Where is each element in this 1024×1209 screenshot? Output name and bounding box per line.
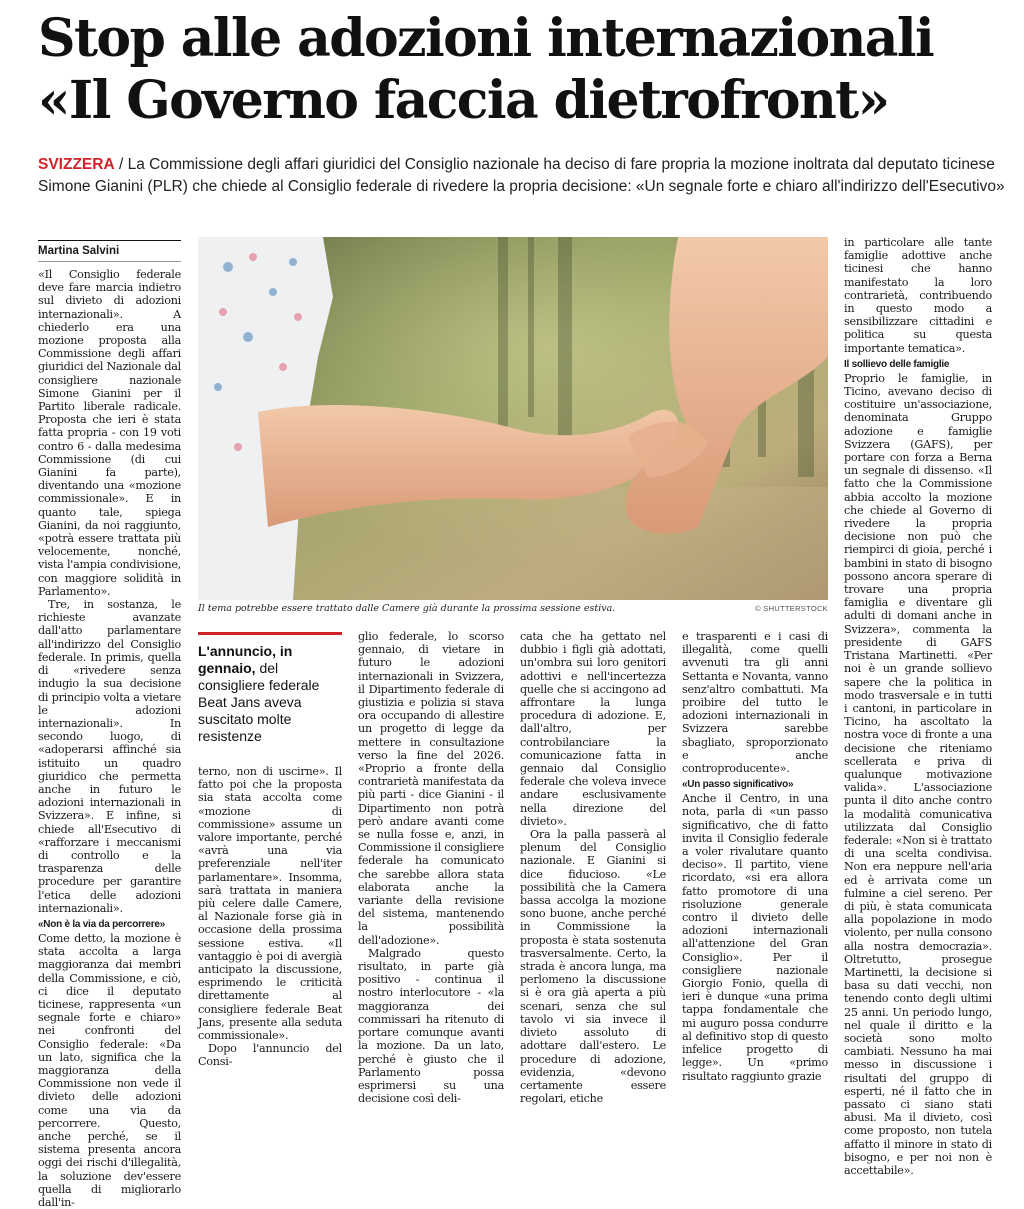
paragraph: Dopo l'annuncio del Consi- bbox=[198, 1042, 342, 1069]
article-column-4 bbox=[520, 630, 666, 1106]
subtitle-text: La Commissione degli affari giuridici del Consiglio nazionale ha deciso di fare propria la mozione inoltrata dal deputato ticinese Simone Gianini (PLR) che chiede al Consiglio federale di rivedere la propria decisione: «Un segnale forte e chiaro all'indirizzo dell'Esecutivo» bbox=[38, 156, 1005, 195]
paragraph: Proprio le famiglie, in Ticino, avevano deciso di costituire un'associazione, denominata Gruppo adozione e famiglie Svizzera (GAFS), per portare con forza a Berna un segnale di dissenso. «Il fatto che la Commissione abbia accolto la mozione che chiede al Governo di rivedere la propria decisione non può che riempirci di gioia, perché i bambini in stato di bisogno possono ancora sperare di trovare una propria famiglia e diventare gli adulti di domani anche in Svizzera», commenta la presidente di GAFS Tristana Martinetti. «Per noi è un grande sollievo sapere che la politica in modo trasversale e in tutti i cantoni, in particolare in Ticino, ha ascoltato la nostra voce di fronte a una decisione che riteniamo scellerata e priva di qualunque motivazione valida». L'associazione punta il dito anche contro la modalità comunicativa utilizzata dal Consiglio federale: «Non si è trattato di una scelta condivisa. Non era neppure nell'aria ed è arrivata come un fulmine a ciel sereno. Per di più, è stata comunicata alla popolazione in modo violento, per nulla consono alla nostra democrazia». Oltretutto, prosegue Martinetti, la decisione si basa su dati vecchi, non tenendo conto degli ultimi 25 anni. Un periodo lungo, nel quale il diritto e la società sono molto cambiati. Nessuno ha mai messo in discussione i risultati del gruppo di esperti, né il fatto che in passato ci siano stati abusi. Ma il divieto, così come proposto, non tutela affatto il minore in stato di bisogno, e per noi non è accettabile». bbox=[844, 371, 992, 1178]
paragraph: terno, non di uscirne». Il fatto poi che la proposta sia stata accolta come «mozione di commissione» assume un valore importante, perché «avrà una via preferenziale nell'iter parlamentare». Insomma, sarà trattata in maniera più celere dalle Camere, al Nazionale forse già in occasione della prossima sessione estiva. «Il vantaggio è poi di avergià anticipato la discussione, esprimendo le criticità direttamente al consigliere federale Beat Jans, presente alla seduta commissionale». bbox=[198, 765, 342, 1043]
section-subheading: «Un passo significativo» bbox=[682, 779, 794, 791]
headline-line-1: Stop alle adozioni internazionali bbox=[38, 8, 934, 69]
article-photo bbox=[198, 237, 828, 600]
author-byline: Martina Salvini bbox=[38, 240, 181, 262]
article-column-6 bbox=[844, 236, 992, 1178]
kicker-separator: / bbox=[114, 156, 128, 173]
photo-caption bbox=[198, 603, 828, 615]
paragraph: glio federale, lo scorso gennaio, di vietare in futuro le adozioni internazionali in Svizzera, il Dipartimento federale di giustizia e polizia si stava ora occupando di allestire un progetto di legge da mettere in consultazione verso la fine del 2026. «Proprio a fronte della contrarietà manifestata da più parti - dice Gianini - il Dipartimento non potrà però andare avanti come se nulla fosse e, anzi, in Commissione il consigliere federale ha comunicato che sarebbe allora stata elaborata anche la variante della revisione del sistema, mantenendo la possibilità dell'adozione». bbox=[358, 630, 504, 947]
section-subheading: «Non è la via da percorrere» bbox=[38, 918, 165, 930]
paragraph: Tre, in sostanza, le richieste avanzate dall'atto parlamentare all'indirizzo del Consiglio federale. In primis, quella di «rivedere senza indugio la sua decisione di principio volta a vietare le adozioni internazionali». In secondo luogo, di «adoperarsi affinché sia istituito un quadro giuridico che permetta anche in futuro le adozioni internazionali in Svizzera». E infine, si chiede all'Esecutivo di «rafforzare i meccanismi di controllo e la trasparenza delle procedure per garantire l'etica delle adozioni internazionali». bbox=[38, 598, 181, 915]
pull-quote-text: del consigliere federale Beat Jans aveva suscitato molte resistenze bbox=[198, 660, 320, 744]
paragraph: Ora la palla passerà al plenum del Consiglio nazionale. E Gianini si dice fiducioso. «Le possibilità che la Camera bassa accolga la mozione sono buone, anche perché in Commissione la proposta è stata sostenuta trasversalmente. Certo, la strada è ancora lunga, ma perlomeno la discussione si è ora già aperta a più scenari, senza che sul tavolo vi sia invece il divieto assoluto di adottare dall'estero. Le procedure di adozione, evidenzia, «devono certamente essere regolari, etiche bbox=[520, 828, 666, 1106]
article-column-2 bbox=[198, 765, 342, 1069]
subtitle bbox=[38, 154, 1008, 198]
headline bbox=[38, 8, 1018, 132]
pull-quote-lead: L'annuncio, in gennaio, bbox=[198, 643, 293, 676]
pull-quote bbox=[198, 632, 342, 745]
paragraph: e trasparenti e i casi di illegalità, come quelli avvenuti tra gli anni Settanta e Novanta, vanno senz'altro combattuti. Ma proibire del tutto le adozioni internazionali in Svizzera sarebbe sbagliato, sproporzionato e anche controproducente». bbox=[682, 630, 828, 776]
paragraph: in particolare alle tante famiglie adottive anche ticinesi che hanno manifestato la loro contrarietà, contribuendo in questo modo a sensibilizzare cittadini e politica su questa importante tematica». bbox=[844, 236, 992, 355]
article-column-5 bbox=[682, 630, 828, 1083]
section-subheading: Il sollievo delle famiglie bbox=[844, 358, 950, 370]
paragraph: Come detto, la mozione è stata accolta a larga maggioranza dai membri della Commissione, e ciò, ci dice il deputato ticinese, rappresenta «un segnale forte e chiaro» nei confronti del Consiglio federale: «Da un lato, significa che la maggioranza della Commissione non vede il divieto delle adozioni come una via da percorrere. Questo, anche perché, se il sistema presenta ancora oggi dei rischi d'illegalità, la soluzione dev'essere quella di migliorarlo dall'in- bbox=[38, 931, 181, 1209]
hands-photo-illustration bbox=[198, 237, 828, 600]
paragraph: Anche il Centro, in una nota, parla di «un passo significativo, che di fatto invita il Consiglio federale a voler rivalutare quanto deciso». Il partito, viene ricordato, «si era allora fatto promotore di una risoluzione generale contro il divieto delle adozioni internazionali all'attenzione del Gran Consiglio». Per il consigliere nazionale Giorgio Fonio, quella di ieri è dunque «una prima tappa fondamentale che mi auguro possa condurre al definitivo stop di questo infelice progetto di legge». Un «primo risultato raggiunto grazie bbox=[682, 792, 828, 1083]
paragraph: «Il Consiglio federale deve fare marcia indietro sul divieto di adozioni internazionali». A chiederlo era una mozione proposta alla Commissione degli affari giuridici del Nazionale dal consigliere nazionale Simone Gianini per il Partito liberale radicale. Proposta che ieri è stata fatta propria - con 19 voti contro 6 - dalla medesima Commissione (di cui Gianini fa parte), diventando una «mozione commissionale». E in quanto tale, spiega Gianini, da noi raggiunto, «potrà essere trattata più velocemente, nonché, vista l'ampia condivisione, con maggiore solidità in Parlamento». bbox=[38, 268, 181, 598]
article-column-3 bbox=[358, 630, 504, 1106]
section-kicker: SVIZZERA bbox=[38, 156, 115, 173]
photo-credit: © SHUTTERSTOCK bbox=[755, 604, 828, 613]
headline-line-2: «Il Governo faccia dietrofront» bbox=[38, 70, 889, 131]
paragraph: cata che ha gettato nel dubbio i figli già adottati, un'ombra sui loro genitori adottivi e nell'incertezza quelle che si accingono ad affrontare la lunga procedura di adozione. E, dall'altro, per controbilanciare la comunicazione fatta in gennaio dal Consiglio federale che voleva invece andare esclusivamente nella direzione del divieto». bbox=[520, 630, 666, 828]
caption-text: Il tema potrebbe essere trattato dalle Camere già durante la prossima sessione estiva. bbox=[198, 603, 616, 614]
article-column-1 bbox=[38, 268, 181, 1209]
paragraph: Malgrado questo risultato, in parte già positivo - continua il nostro interlocutore - «la maggioranza dei commissari ha ritenuto di portare comunque avanti la mozione. Da un lato, perché è giusto che il Parlamento possa esprimersi su una decisione così deli- bbox=[358, 946, 504, 1106]
